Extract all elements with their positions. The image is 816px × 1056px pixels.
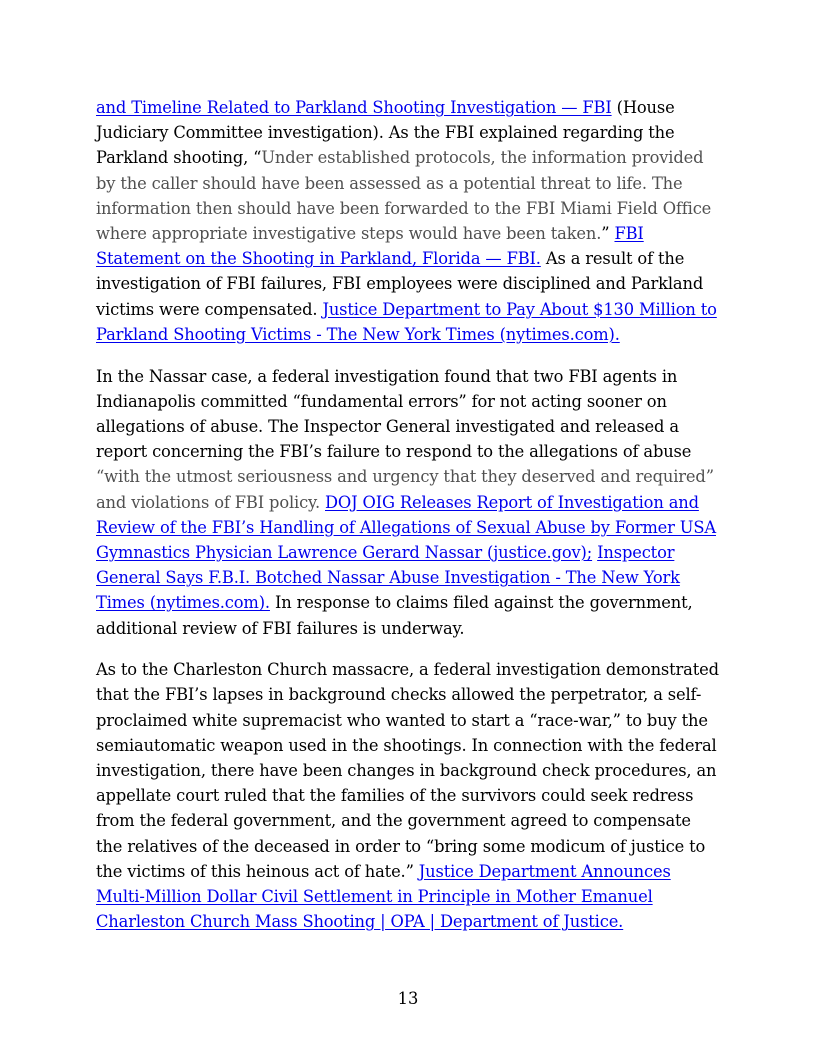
text-segment: ”: [601, 224, 615, 244]
link-nytimes-parkland-settlement[interactable]: Justice Department to Pay About $130 Million to Parkland Shooting Victims - The New York Times (nytimes.com).: [96, 299, 717, 344]
text-segment: In response to claims filed against the government, additional review of FBI failures is underway.: [96, 593, 693, 638]
link-parkland-timeline[interactable]: and Timeline Related to Parkland Shooting Investigation — FBI: [96, 98, 612, 117]
quote-fbi-protocols: Under established protocols, the information provided by the caller should have been assessed as a potential threat to life. The information then should have been forwarded to the FBI Miami Field Office where appropriate investigative steps would have been taken.: [96, 148, 712, 244]
document-body: [96, 95, 722, 951]
link-fbi-statement-parkland[interactable]: FBI Statement on the Shooting in Parkland, Florida — FBI.: [96, 224, 644, 269]
link-nytimes-nassar-investigation[interactable]: Inspector General Says F.B.I. Botched Nassar Abuse Investigation - The New York Times (nytimes.com).: [96, 542, 680, 613]
paragraph-charleston: [96, 657, 722, 934]
page-number: 13: [397, 989, 419, 1008]
text-segment: As a result of the investigation of FBI failures, FBI employees were disciplined and Parkland victims were compensated.: [96, 249, 704, 319]
paragraph-parkland: [96, 95, 722, 347]
link-doj-charleston-settlement[interactable]: Justice Department Announces Multi-Million Dollar Civil Settlement in Principle in Mother Emanuel Charleston Church Mass Shooting | OPA | Department of Justice.: [96, 861, 671, 932]
text-segment: In the Nassar case, a federal investigation found that two FBI agents in Indianapolis committed “fundamental errors” for not acting sooner on allegations of abuse. The Inspector General investigated and released a report concerning the FBI’s failure to respond to the allegations of abuse: [96, 366, 692, 462]
link-doj-oig-nassar-report[interactable]: DOJ OIG Releases Report of Investigation and Review of the FBI’s Handling of Allegations of Sexual Abuse by Former USA Gymnastics Physician Lawrence Gerard Nassar (justice.gov);: [96, 492, 716, 562]
text-segment: (House Judiciary Committee investigation). As the FBI explained regarding the Parkland shooting, “: [96, 98, 675, 168]
paragraph-nassar: [96, 364, 722, 641]
text-segment: As to the Charleston Church massacre, a federal investigation demonstrated that the FBI’s lapses in background checks allowed the perpetrator, a self-proclaimed white supremacist who wanted to start a “race-war,” to buy the semiautomatic weapon used in the shootings. In connection with the federal investigation, there have been changes in background check procedures, an appellate court ruled that the families of the survivors could seek redress from the federal government, and the government agreed to compensate the relatives of the deceased in order to “bring some modicum of justice to the victims of this heinous act of hate.”: [96, 660, 719, 881]
quote-utmost-seriousness: “with the utmost seriousness and urgency that they deserved and required” and violations of FBI policy.: [96, 467, 714, 512]
